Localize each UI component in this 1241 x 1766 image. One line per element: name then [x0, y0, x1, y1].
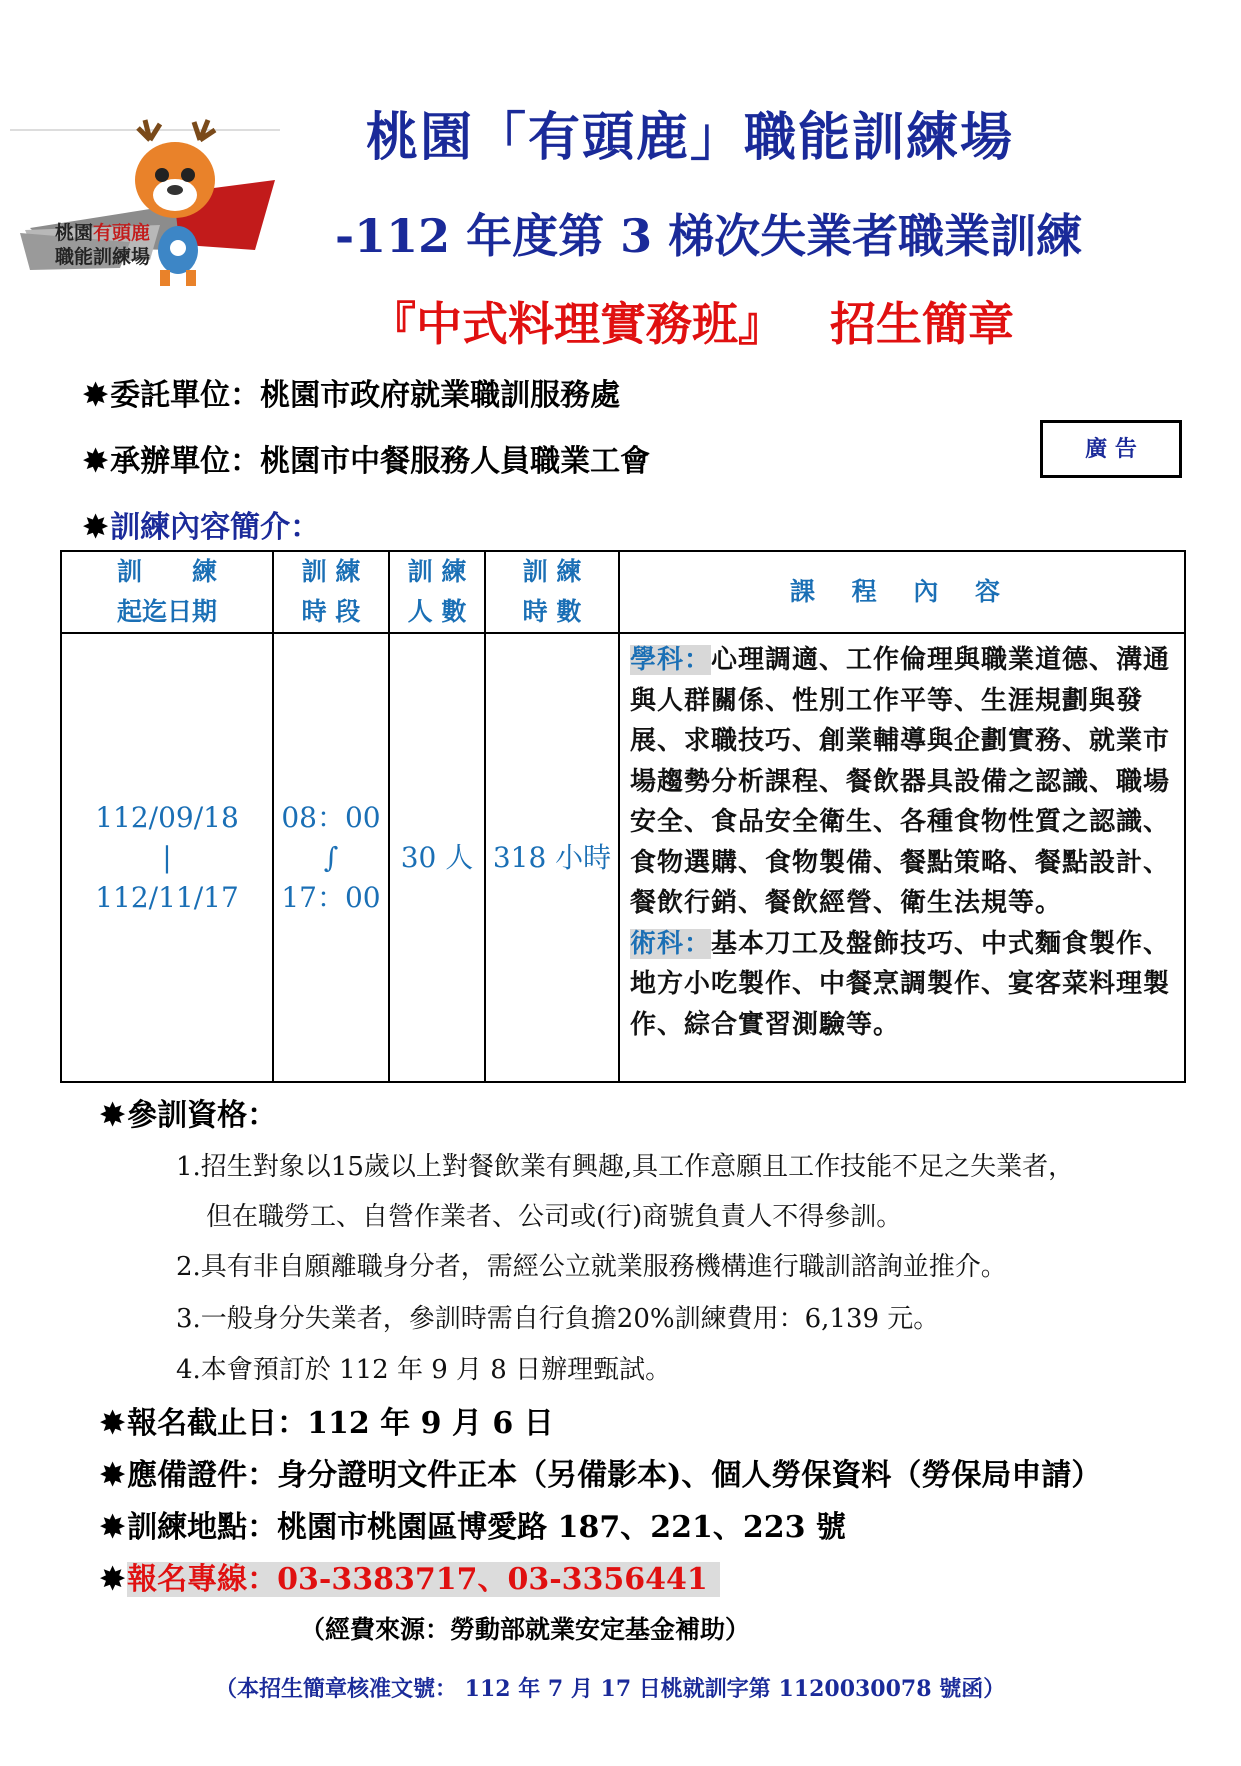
hotline-text: 報名專線：03-3383717、03-3356441	[127, 1562, 720, 1597]
cell-count: 30 人	[389, 633, 485, 1082]
header-period-1: 訓 練	[301, 557, 361, 586]
header-count-2: 人 數	[407, 597, 467, 626]
cell-dates	[61, 633, 273, 1082]
logo-text-b: 有頭鹿	[93, 222, 151, 244]
qualification-item: 4.本會預訂於 112 年 9 月 8 日辦理甄試。	[176, 1355, 672, 1385]
qualification-item: 1.招生對象以15歲以上對餐飲業有興趣,具工作意願且工作技能不足之失業者，	[176, 1152, 1075, 1182]
intro-heading-text: 訓練內容簡介：	[110, 510, 321, 545]
documents-line	[100, 1450, 1101, 1494]
location-text: 訓練地點：桃園市桃園區博愛路 187、221、223 號	[127, 1510, 846, 1545]
star-burst-icon: ✸	[100, 1406, 126, 1441]
header-dates	[61, 551, 273, 633]
header-hours-2: 時 數	[522, 597, 582, 626]
cell-period	[273, 633, 389, 1082]
header-hours-1: 訓 練	[522, 557, 582, 586]
page-title: 桃園「有頭鹿」職能訓練場	[365, 107, 1014, 168]
cell-content	[619, 633, 1185, 1082]
table-row	[61, 633, 1185, 1082]
star-burst-icon: ✸	[83, 444, 109, 479]
header-hours	[485, 551, 619, 633]
commission-line	[83, 370, 620, 414]
time-separator: ∫	[323, 840, 339, 874]
star-burst-icon: ✸	[100, 1098, 126, 1133]
date-end: 112/11/17	[95, 880, 239, 914]
cell-hours: 318 小時	[485, 633, 619, 1082]
brochure-label: 招生簡章	[830, 297, 1015, 351]
logo-text-a: 桃園	[55, 222, 94, 244]
course-title	[370, 288, 1014, 354]
star-burst-icon: ✸	[100, 1562, 126, 1597]
qualification-item: 2.具有非自願離職身分者，需經公立就業服務機構進行職訓諮詢並推介。	[176, 1252, 1007, 1282]
location-line	[100, 1502, 846, 1546]
time-start: 08：00	[281, 800, 381, 834]
deadline-line	[100, 1398, 554, 1442]
star-burst-icon: ✸	[100, 1458, 126, 1493]
qualification-item: 3.一般身分失業者，參訓時需自行負擔20%訓練費用：6,139 元。	[176, 1304, 940, 1334]
theory-label: 學科：	[630, 645, 712, 675]
table-header-row	[61, 551, 1185, 633]
course-name: 『中式料理實務班』	[370, 297, 784, 351]
commission-text: 委託單位：桃園市政府就業職訓服務處	[110, 378, 621, 413]
logo-text-line2: 職能訓練場	[55, 246, 151, 268]
header-count-1: 訓 練	[407, 557, 467, 586]
qualifications-heading	[100, 1090, 277, 1134]
organizer-text: 承辦單位：桃園市中餐服務人員職業工會	[110, 444, 651, 479]
ad-badge: 廣 告	[1040, 420, 1182, 478]
practice-label: 術科：	[630, 928, 712, 959]
theory-text: 心理調適、工作倫理與職業道德、溝通與人群關係、性別工作平等、生涯規劃與發展、求職技巧、創業輔導與企劃實務、就業市場趨勢分析課程、餐飲器具設備之認識、職場安全、食品安全衛生、各種食物性質之認識、食物選購、食物製備、餐點策略、餐點設計、餐飲行銷、餐飲經營、衛生法規等。	[630, 645, 1171, 918]
organizer-line	[83, 436, 650, 480]
qualification-item: 但在職勞工、自營作業者、公司或(行)商號負責人不得參訓。	[206, 1202, 903, 1232]
hotline-line	[100, 1554, 720, 1598]
deadline-text: 報名截止日：112 年 9 月 6 日	[127, 1406, 554, 1441]
date-separator: |	[162, 840, 172, 874]
star-burst-icon: ✸	[83, 510, 109, 545]
funding-note: （經費來源：勞動部就業安定基金補助）	[300, 1615, 751, 1644]
practice-text: 基本刀工及盤飾技巧、中式麵食製作、地方小吃製作、中餐烹調製作、宴客菜料理製作、綜合實習測驗等。	[630, 928, 1171, 1040]
star-burst-icon: ✸	[83, 378, 109, 413]
header-period	[273, 551, 389, 633]
documents-text: 應備證件：身分證明文件正本（另備影本)、個人勞保資料（勞保局申請）	[127, 1458, 1102, 1493]
logo-text-line1	[55, 218, 150, 245]
header-dates-1: 訓 練	[116, 557, 217, 586]
time-end: 17：00	[281, 880, 381, 914]
header-dates-2: 起迄日期	[116, 597, 217, 626]
training-table	[60, 550, 1186, 1083]
page-subtitle: -112 年度第 3 梯次失業者職業訓練	[335, 209, 1083, 263]
star-burst-icon: ✸	[100, 1510, 126, 1545]
approval-note: （本招生簡章核准文號： 112 年 7 月 17 日桃就訓字第 1120030078 號函）	[215, 1676, 1006, 1702]
intro-heading	[83, 502, 320, 546]
header-content: 課 程 內 容	[619, 551, 1185, 633]
header-period-2: 時 段	[301, 597, 361, 626]
qualifications-heading-text: 參訓資格：	[127, 1098, 278, 1133]
deer-mascot-logo	[10, 110, 280, 290]
header-count	[389, 551, 485, 633]
date-start: 112/09/18	[95, 800, 239, 834]
